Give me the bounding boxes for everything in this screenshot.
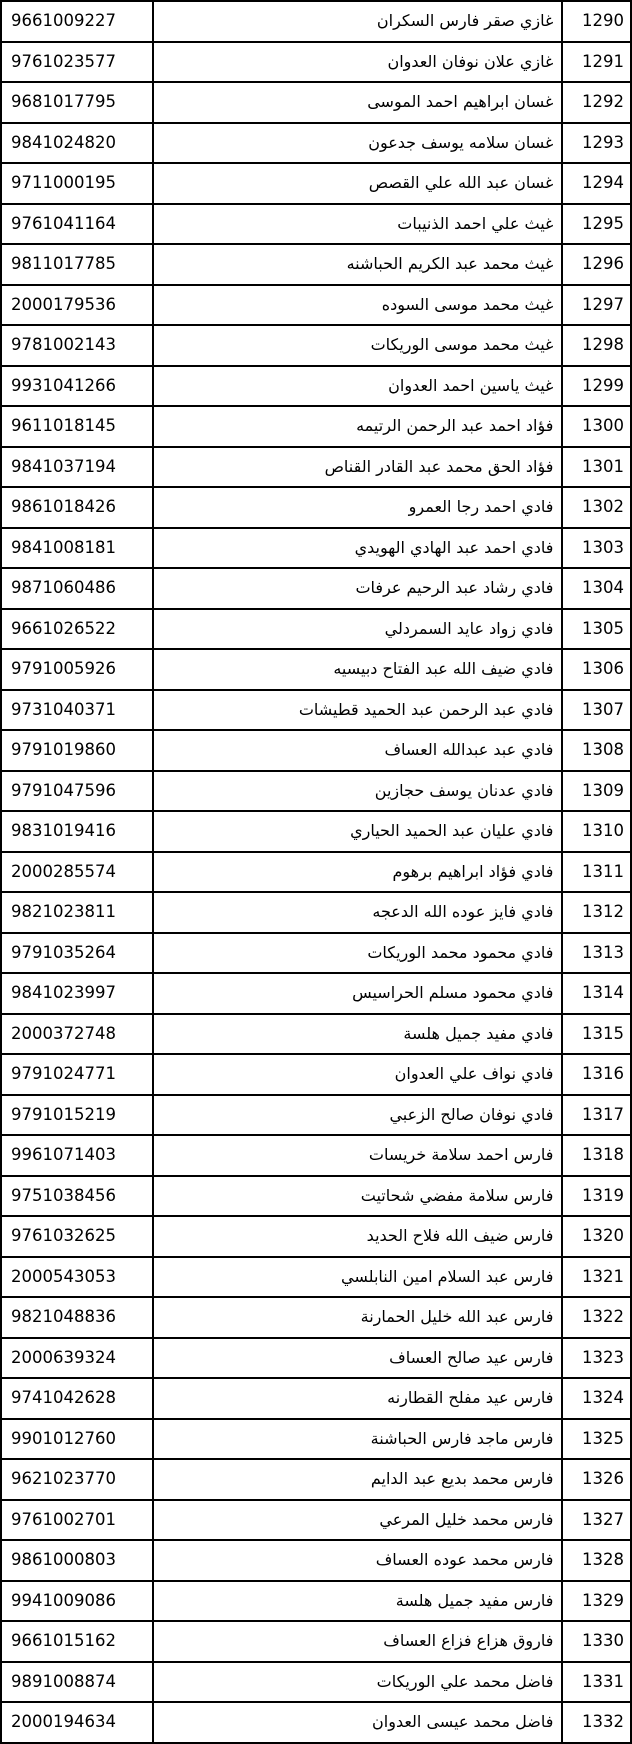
- full-name-cell: غسان عبد الله علي القصص: [153, 163, 562, 204]
- serial-number-cell: 1302: [562, 487, 631, 528]
- full-name-cell: فؤاد الحق محمد عبد القادر القناص: [153, 447, 562, 488]
- serial-number-cell: 1323: [562, 1338, 631, 1379]
- table-row: [1, 730, 631, 771]
- full-name-cell: فادي فؤاد ابراهيم برهوم: [153, 852, 562, 893]
- table-body: [1, 1, 631, 1743]
- full-name-cell: فؤاد احمد عبد الرحمن الرتيمه: [153, 406, 562, 447]
- table-row: [1, 42, 631, 83]
- table-row: [1, 1216, 631, 1257]
- full-name-cell: فادي فايز عوده الله الدعجه: [153, 892, 562, 933]
- serial-number-cell: 1322: [562, 1297, 631, 1338]
- serial-number-cell: 1291: [562, 42, 631, 83]
- serial-number-cell: 1292: [562, 82, 631, 123]
- full-name-cell: فارس ماجد فارس الحباشنة: [153, 1419, 562, 1460]
- table-row: [1, 811, 631, 852]
- table-row: [1, 487, 631, 528]
- serial-number-cell: 1320: [562, 1216, 631, 1257]
- serial-number-cell: 1305: [562, 609, 631, 650]
- full-name-cell: فاضل محمد علي الوريكات: [153, 1662, 562, 1703]
- full-name-cell: فارس عبد السلام امين النابلسي: [153, 1257, 562, 1298]
- serial-number-cell: 1330: [562, 1621, 631, 1662]
- national-id-cell: 9791024771: [1, 1054, 153, 1095]
- full-name-cell: فادي عبد الرحمن عبد الحميد قطيشات: [153, 690, 562, 731]
- full-name-cell: فارس احمد سلامة خريسات: [153, 1135, 562, 1176]
- full-name-cell: فارس مفيد جميل هلسة: [153, 1581, 562, 1622]
- full-name-cell: فارس سلامة مفضي شحاتيت: [153, 1176, 562, 1217]
- national-id-cell: 9711000195: [1, 163, 153, 204]
- table-row: [1, 244, 631, 285]
- serial-number-cell: 1299: [562, 366, 631, 407]
- serial-number-cell: 1326: [562, 1459, 631, 1500]
- national-id-cell: 9861000803: [1, 1540, 153, 1581]
- table-row: [1, 204, 631, 245]
- table-row: [1, 973, 631, 1014]
- national-id-cell: 9941009086: [1, 1581, 153, 1622]
- table-row: [1, 528, 631, 569]
- full-name-cell: فارس محمد خليل المرعي: [153, 1500, 562, 1541]
- full-name-cell: فادي نواف علي العدوان: [153, 1054, 562, 1095]
- full-name-cell: فادي عليان عبد الحميد الحياري: [153, 811, 562, 852]
- table-row: [1, 1135, 631, 1176]
- national-id-cell: 9841024820: [1, 123, 153, 164]
- table-row: [1, 690, 631, 731]
- national-id-cell: 9831019416: [1, 811, 153, 852]
- full-name-cell: فادي ضيف الله عبد الفتاح دبيسيه: [153, 649, 562, 690]
- full-name-cell: غسان سلامه يوسف جدعون: [153, 123, 562, 164]
- national-id-cell: 9751038456: [1, 1176, 153, 1217]
- serial-number-cell: 1298: [562, 325, 631, 366]
- serial-number-cell: 1316: [562, 1054, 631, 1095]
- national-id-cell: 9761041164: [1, 204, 153, 245]
- serial-number-cell: 1307: [562, 690, 631, 731]
- serial-number-cell: 1321: [562, 1257, 631, 1298]
- table-row: [1, 285, 631, 326]
- table-row: [1, 1459, 631, 1500]
- national-id-cell: 2000194634: [1, 1702, 153, 1743]
- full-name-cell: فادي عبد عبدالله العساف: [153, 730, 562, 771]
- table-row: [1, 325, 631, 366]
- national-id-cell: 9791047596: [1, 771, 153, 812]
- serial-number-cell: 1325: [562, 1419, 631, 1460]
- serial-number-cell: 1304: [562, 568, 631, 609]
- national-id-cell: 9761002701: [1, 1500, 153, 1541]
- full-name-cell: فادي عدنان يوسف حجازين: [153, 771, 562, 812]
- table-row: [1, 933, 631, 974]
- national-id-cell: 2000179536: [1, 285, 153, 326]
- table-row: [1, 82, 631, 123]
- full-name-cell: غيث محمد موسى السوده: [153, 285, 562, 326]
- serial-number-cell: 1300: [562, 406, 631, 447]
- full-name-cell: فارس عيد صالح العساف: [153, 1338, 562, 1379]
- full-name-cell: فارس عبد الله خليل الحمارنة: [153, 1297, 562, 1338]
- table-row: [1, 1257, 631, 1298]
- national-id-cell: 9931041266: [1, 366, 153, 407]
- national-id-cell: 9791005926: [1, 649, 153, 690]
- table-row: [1, 1500, 631, 1541]
- table-row: [1, 1, 631, 42]
- full-name-cell: فادي احمد عبد الهادي الهويدي: [153, 528, 562, 569]
- serial-number-cell: 1328: [562, 1540, 631, 1581]
- national-id-cell: 9901012760: [1, 1419, 153, 1460]
- serial-number-cell: 1290: [562, 1, 631, 42]
- full-name-cell: فاروق هزاع فزاع العساف: [153, 1621, 562, 1662]
- serial-number-cell: 1311: [562, 852, 631, 893]
- full-name-cell: فادي محمود محمد الوريكات: [153, 933, 562, 974]
- full-name-cell: فادي رشاد عبد الرحيم عرفات: [153, 568, 562, 609]
- full-name-cell: غازي صقر فارس السكران: [153, 1, 562, 42]
- national-id-cell: 9681017795: [1, 82, 153, 123]
- national-id-cell: 9821023811: [1, 892, 153, 933]
- full-name-cell: فادي مفيد جميل هلسة: [153, 1014, 562, 1055]
- full-name-cell: غيث ياسين احمد العدوان: [153, 366, 562, 407]
- table-row: [1, 568, 631, 609]
- national-id-cell: 9871060486: [1, 568, 153, 609]
- serial-number-cell: 1329: [562, 1581, 631, 1622]
- national-id-cell: 9761032625: [1, 1216, 153, 1257]
- full-name-cell: غيث محمد عبد الكريم الحباشنه: [153, 244, 562, 285]
- national-id-cell: 9621023770: [1, 1459, 153, 1500]
- table-row: [1, 1054, 631, 1095]
- table-row: [1, 1581, 631, 1622]
- national-id-cell: 9791015219: [1, 1095, 153, 1136]
- serial-number-cell: 1312: [562, 892, 631, 933]
- national-id-cell: 9611018145: [1, 406, 153, 447]
- table-row: [1, 163, 631, 204]
- table-row: [1, 609, 631, 650]
- serial-number-cell: 1295: [562, 204, 631, 245]
- national-id-cell: 9731040371: [1, 690, 153, 731]
- serial-number-cell: 1318: [562, 1135, 631, 1176]
- table-row: [1, 649, 631, 690]
- table-row: [1, 123, 631, 164]
- table-row: [1, 1014, 631, 1055]
- national-id-cell: 9661026522: [1, 609, 153, 650]
- full-name-cell: غازي علان نوفان العدوان: [153, 42, 562, 83]
- table-row: [1, 1095, 631, 1136]
- table-row: [1, 771, 631, 812]
- full-name-cell: فارس محمد بديع عبد الدايم: [153, 1459, 562, 1500]
- serial-number-cell: 1313: [562, 933, 631, 974]
- table-row: [1, 1378, 631, 1419]
- serial-number-cell: 1324: [562, 1378, 631, 1419]
- table-row: [1, 852, 631, 893]
- serial-number-cell: 1293: [562, 123, 631, 164]
- serial-number-cell: 1315: [562, 1014, 631, 1055]
- serial-number-cell: 1309: [562, 771, 631, 812]
- table-row: [1, 1702, 631, 1743]
- full-name-cell: غيث علي احمد الذنيبات: [153, 204, 562, 245]
- national-id-cell: 9891008874: [1, 1662, 153, 1703]
- national-id-cell: 2000285574: [1, 852, 153, 893]
- serial-number-cell: 1303: [562, 528, 631, 569]
- national-id-cell: 9661015162: [1, 1621, 153, 1662]
- serial-number-cell: 1301: [562, 447, 631, 488]
- serial-number-cell: 1297: [562, 285, 631, 326]
- full-name-cell: فادي محمود مسلم الحراسيس: [153, 973, 562, 1014]
- serial-number-cell: 1331: [562, 1662, 631, 1703]
- serial-number-cell: 1308: [562, 730, 631, 771]
- full-name-cell: غيث محمد موسى الوريكات: [153, 325, 562, 366]
- national-id-cell: 9761023577: [1, 42, 153, 83]
- national-id-cell: 2000372748: [1, 1014, 153, 1055]
- table-row: [1, 1662, 631, 1703]
- serial-number-cell: 1319: [562, 1176, 631, 1217]
- national-id-cell: 9781002143: [1, 325, 153, 366]
- national-id-cell: 9821048836: [1, 1297, 153, 1338]
- table-row: [1, 1540, 631, 1581]
- table-row: [1, 366, 631, 407]
- national-id-cell: 2000543053: [1, 1257, 153, 1298]
- serial-number-cell: 1332: [562, 1702, 631, 1743]
- full-name-cell: فادي زواد عايد السمردلي: [153, 609, 562, 650]
- national-id-cell: 9791035264: [1, 933, 153, 974]
- national-id-cell: 9661009227: [1, 1, 153, 42]
- full-name-cell: فادي احمد رجا العمرو: [153, 487, 562, 528]
- table-row: [1, 406, 631, 447]
- serial-number-cell: 1296: [562, 244, 631, 285]
- table-row: [1, 892, 631, 933]
- serial-number-cell: 1310: [562, 811, 631, 852]
- full-name-cell: فارس محمد عوده العساف: [153, 1540, 562, 1581]
- table-row: [1, 447, 631, 488]
- serial-number-cell: 1306: [562, 649, 631, 690]
- full-name-cell: فاضل محمد عيسى العدوان: [153, 1702, 562, 1743]
- serial-number-cell: 1317: [562, 1095, 631, 1136]
- table-row: [1, 1297, 631, 1338]
- table-row: [1, 1419, 631, 1460]
- full-name-cell: فارس عيد مفلح القطارنه: [153, 1378, 562, 1419]
- national-id-cell: 9741042628: [1, 1378, 153, 1419]
- serial-number-cell: 1294: [562, 163, 631, 204]
- serial-number-cell: 1314: [562, 973, 631, 1014]
- full-name-cell: فادي نوفان صالح الزعبي: [153, 1095, 562, 1136]
- national-id-cell: 9841023997: [1, 973, 153, 1014]
- national-id-cell: 9811017785: [1, 244, 153, 285]
- full-name-cell: غسان ابراهيم احمد الموسى: [153, 82, 562, 123]
- national-id-cell: 9861018426: [1, 487, 153, 528]
- serial-number-cell: 1327: [562, 1500, 631, 1541]
- table-row: [1, 1621, 631, 1662]
- table-row: [1, 1176, 631, 1217]
- national-id-cell: 2000639324: [1, 1338, 153, 1379]
- table-row: [1, 1338, 631, 1379]
- national-id-cell: 9841037194: [1, 447, 153, 488]
- national-id-cell: 9791019860: [1, 730, 153, 771]
- national-id-cell: 9841008181: [1, 528, 153, 569]
- national-id-cell: 9961071403: [1, 1135, 153, 1176]
- full-name-cell: فارس ضيف الله فلاح الحديد: [153, 1216, 562, 1257]
